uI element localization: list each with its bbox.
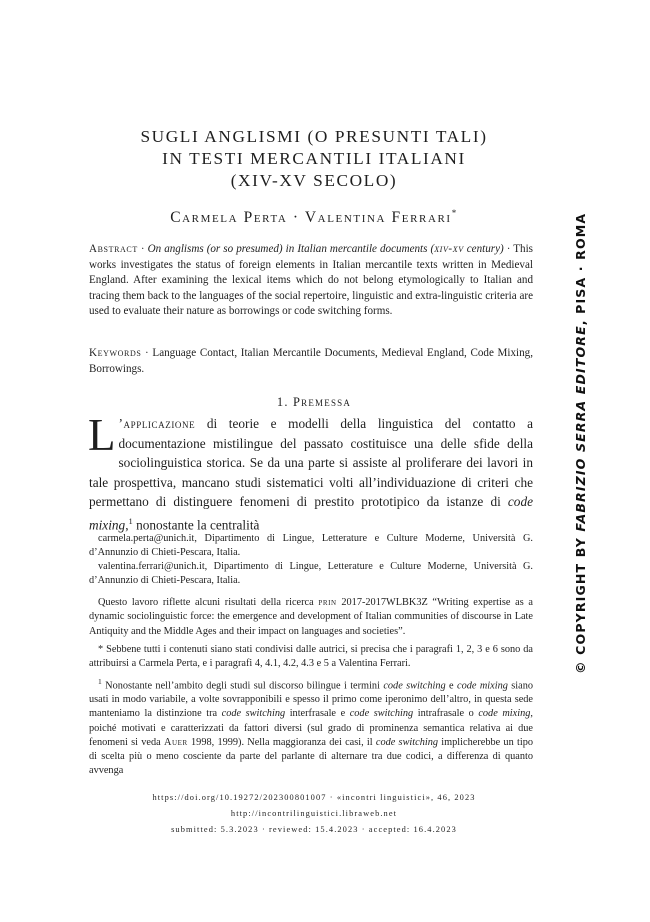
drop-cap: L — [88, 410, 116, 460]
footnote-star-mark: * — [98, 643, 104, 655]
copyright-suffix: , PISA · ROMA — [573, 212, 588, 326]
footnote-research — [89, 596, 533, 638]
copyright-prefix: © COPYRIGHT BY — [573, 531, 588, 674]
body-italic-term: code mixing — [89, 494, 533, 533]
fn1-text-g: 1998, 1999). Nella maggioranza dei casi, il — [187, 736, 376, 748]
fn1-text-e: intrafrasale o — [413, 708, 479, 720]
footnote-reference[interactable]: 1 — [128, 515, 133, 526]
body-lead-word: ’applicazione — [118, 416, 196, 431]
abstract-text: · This works investigates the status of foreign elements in Italian mercantile texts written in Medieval England. After examining the lexical items which do not belong etymologically to Italian and tracing them back to the languages of the social repertoire, linguistic and extra-linguistic criteria are used to evaluate their nature as borrowings or code switching forms. — [89, 243, 533, 317]
title-line-2: IN TESTI MERCANTILI ITALIANI — [162, 149, 466, 168]
footnote-affiliation-1: carmela.perta@unich.it, Dipartimento di Lingue, Letterature e Culture Moderne, Università G. d’Annunzio di Chieti-Pescara, Italia. — [89, 533, 533, 559]
page-footer — [88, 790, 540, 838]
abstract-separator: · — [137, 243, 148, 255]
research-prin: prin — [318, 597, 337, 609]
abstract-title-main: On anglisms (or so presumed) in Italian mercantile documents ( — [147, 243, 435, 255]
body-text-b: , — [125, 517, 129, 533]
fn1-text-b: e — [445, 680, 458, 692]
fn1-term-5: code mixing — [478, 708, 531, 720]
fn1-text-d: interfrasale e — [285, 708, 350, 720]
footnote-1-mark: 1 — [98, 676, 102, 686]
footer-doi-line: https://doi.org/10.19272/202300801007 · «incontri linguistici», 46, 2023 — [152, 793, 476, 802]
author-line — [88, 208, 540, 227]
fn1-text-f: , poiché motivati e caratterizzati da fattori diversi (sul grado di prominenza semantica relativa ai due fenomeni si veda — [89, 708, 533, 748]
research-text-a: Questo lavoro riflette alcuni risultati della ricerca — [98, 597, 319, 609]
research-text-b: 2017-2017WLBK3Z “Writing expertise as a dynamic sociolinguistic force: the emergence and development of Italian communities of discourse in Late Antiquity and the Middle Ages and their impact on languages and societies”. — [89, 597, 533, 637]
body-text-c: nonostante la centralità — [132, 517, 260, 533]
article-title — [88, 126, 540, 192]
fn1-term-6: code switching — [375, 736, 439, 748]
fn1-term-3: code switching — [221, 708, 286, 720]
fn1-text-c: siano usati in modo variabile, a volte sovrapponibili e spesso il primo come iperonimo dell’altro, in questa sede manteniamo la distinzione tra — [89, 680, 534, 720]
fn1-text-h: implicherebbe un tipo di scelta più o meno cosciente da parte del parlante di alternare tra due codici, a differenza di quanto avvenga — [89, 736, 533, 776]
copyright-publisher: FABRIZIO SERRA EDITORE — [573, 325, 588, 532]
body-text-a: di teorie e modelli della linguistica del contatto a documentazione mistilingue del passato costituisce una delle sfide della sociolinguistica storica. Se da una parte si assiste al proliferare dei lavori in tale prospettiva, mancano studi sistematici volti all’individuazione di criteri che permettano di distinguere fenomeni di prestito prototipico da istanze di — [89, 416, 533, 510]
section-heading: 1. Premessa — [276, 395, 352, 409]
footer-url-line: http://incontrilinguistici.libraweb.net — [230, 809, 398, 818]
author-names: Carmela Perta · Valentina Ferrari — [170, 209, 452, 227]
footnote-affiliation-2: valentina.ferrari@unich.it, Dipartimento di Lingue, Letterature e Culture Moderne, Università G. d’Annunzio di Chieti-Pescara, Italia. — [89, 561, 533, 587]
keywords — [89, 346, 533, 377]
abstract-english-title — [148, 243, 504, 255]
abstract-label: Abstract — [89, 243, 138, 255]
fn1-term-4: code switching — [349, 708, 414, 720]
fn1-text-a: Nonostante nell’ambito degli studi sul discorso bilingue i termini — [101, 680, 384, 692]
abstract-title-tail: century) — [463, 243, 504, 255]
footnotes — [89, 532, 533, 782]
title-line-1: SUGLI ANGLISMI (O PRESUNTI TALI) — [140, 127, 488, 146]
footnote-star-text: Sebbene tutti i contenuti siano stati condivisi dalle autrici, si precisa che i paragrafi 1, 2, 3 e 6 sono da attribuirsi a Carmela Perta, e i paragrafi 4, 4.1, 4.2, 4.3 e 5 a Valentina Ferrari. — [89, 643, 533, 669]
abstract — [89, 242, 533, 320]
abstract-title-century: xiv-xv — [434, 243, 464, 255]
footer-dates-line: submitted: 5.3.2023 · reviewed: 15.4.2023 · accepted: 16.4.2023 — [171, 825, 457, 834]
body-paragraph — [88, 410, 533, 535]
footnote-star — [89, 643, 533, 671]
fn1-term-1: code switching — [383, 680, 446, 692]
keywords-text: · Language Contact, Italian Mercantile Documents, Medieval England, Code Mixing, Borrowings. — [89, 347, 533, 375]
fn1-citation-auer: Auer — [163, 736, 188, 748]
title-line-3: (XIV-XV SECOLO) — [230, 171, 398, 190]
keywords-label: Keywords — [89, 347, 142, 359]
copyright-side-stamp — [573, 213, 588, 674]
fn1-term-2: code mixing — [457, 680, 508, 692]
author-star-mark: * — [451, 208, 458, 218]
footnote-1 — [89, 675, 533, 778]
